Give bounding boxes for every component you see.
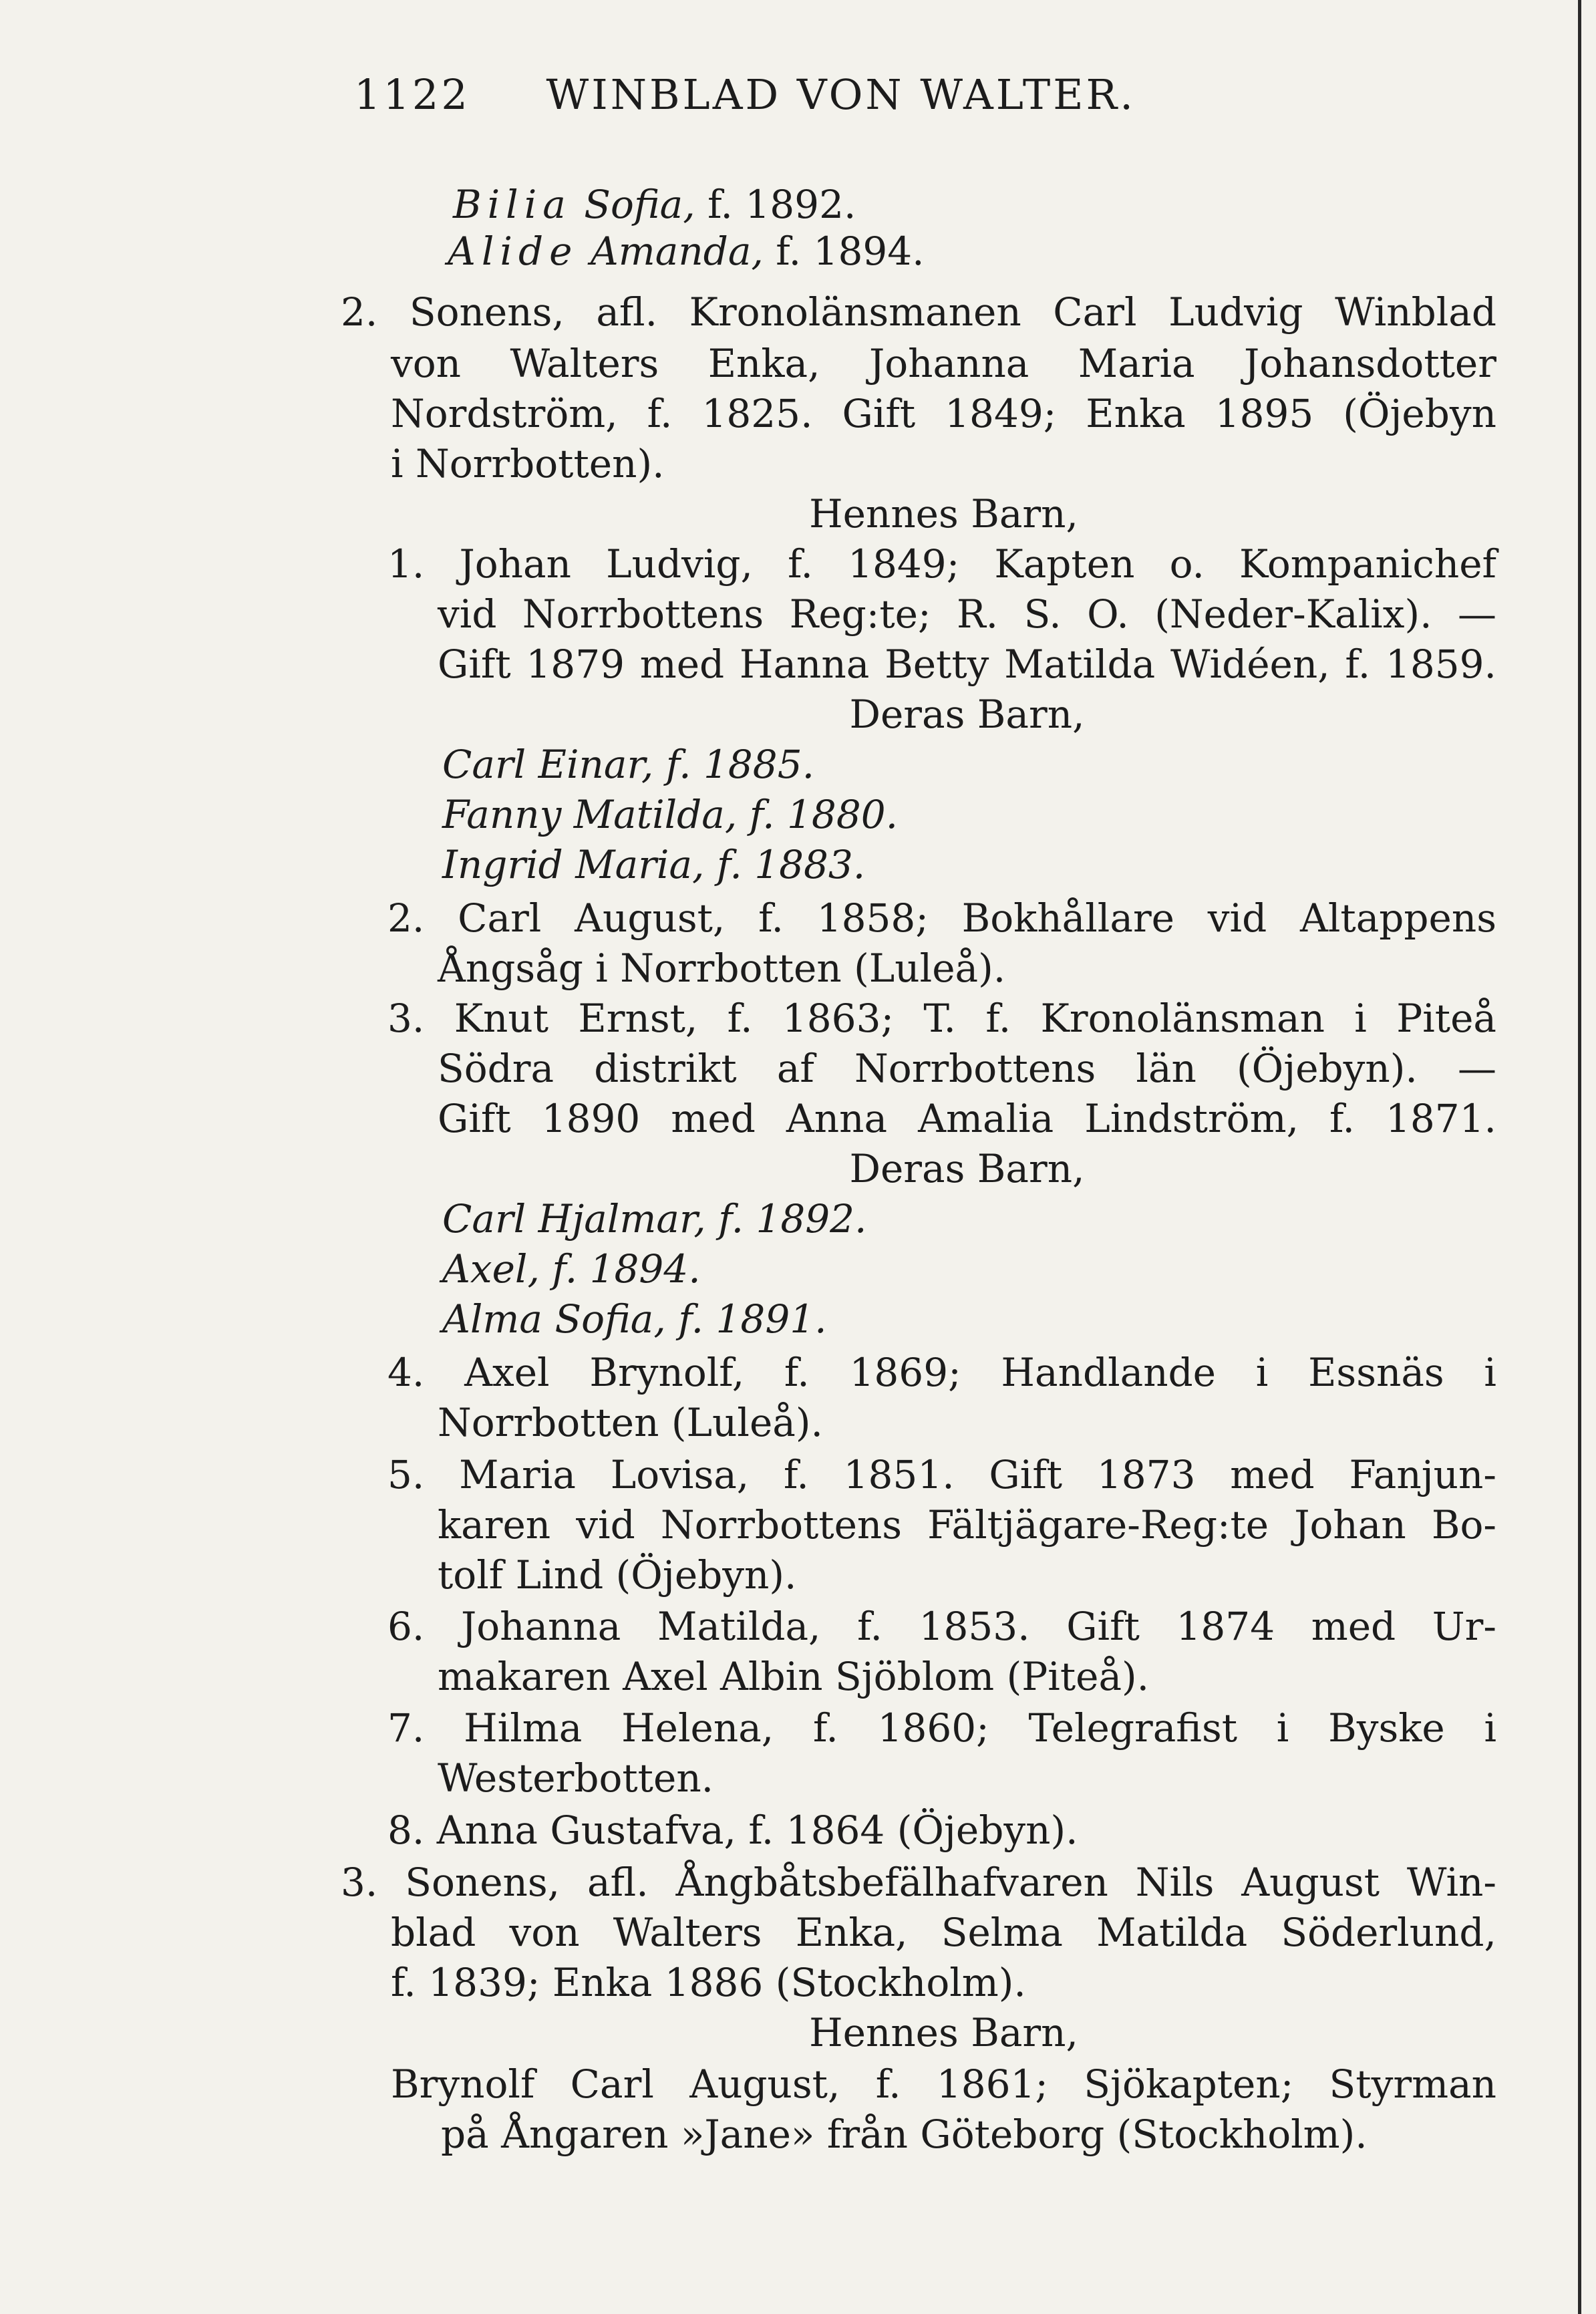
- text-line: Axel, f. 1894.: [442, 1246, 701, 1292]
- text-line: på Ångaren »Jane» från Göteborg (Stockholm).: [441, 2112, 1368, 2157]
- running-title: WINBLAD VON WALTER.: [546, 70, 1136, 119]
- child-name: Alide: [448, 229, 579, 274]
- running-header: [354, 70, 1136, 119]
- text-line: Gift 1879 med Hanna Betty Matilda Widéen, f. 1859.: [438, 641, 1496, 687]
- child-name: Bilia: [453, 182, 572, 227]
- text-line: Gift 1890 med Anna Amalia Lindström, f. 1871.: [438, 1096, 1496, 1141]
- text-line: makaren Axel Albin Sjöblom (Piteå).: [438, 1654, 1150, 1699]
- text-line: 3. Sonens, afl. Ångbåtsbefälhafvaren Nils August Win-: [341, 1860, 1496, 1905]
- text-line: Deras Barn,: [849, 692, 1085, 737]
- text-line: Norrbotten (Luleå).: [438, 1400, 823, 1445]
- text-line: Carl Hjalmar, f. 1892.: [442, 1196, 867, 1242]
- text-line: 4. Axel Brynolf, f. 1869; Handlande i Essnäs i: [387, 1350, 1496, 1395]
- text-line: 2. Sonens, afl. Kronolänsmanen Carl Ludvig Winblad: [341, 289, 1496, 335]
- birth: f. 1892.: [695, 182, 856, 227]
- child-name-2: Amanda,: [590, 229, 764, 274]
- text-line: 8. Anna Gustafva, f. 1864 (Öjebyn).: [387, 1807, 1078, 1853]
- text-line: 2. Carl August, f. 1858; Bokhållare vid Altappens: [387, 895, 1496, 941]
- text-line: karen vid Norrbottens Fältjägare-Reg:te Johan Bo-: [438, 1502, 1496, 1548]
- text-line: vid Norrbottens Reg:te; R. S. O. (Neder-Kalix). —: [438, 591, 1496, 637]
- text-line: 7. Hilma Helena, f. 1860; Telegrafist i Byske i: [387, 1705, 1496, 1751]
- text-line: [448, 229, 925, 274]
- text-line: 3. Knut Ernst, f. 1863; T. f. Kronolänsman i Piteå: [387, 996, 1496, 1041]
- text-line: Westerbotten.: [438, 1755, 714, 1801]
- text-line: [453, 182, 856, 227]
- text-line: Ångsåg i Norrbotten (Luleå).: [438, 946, 1006, 991]
- text-line: Hennes Barn,: [809, 2010, 1078, 2055]
- text-line: Alma Sofia, f. 1891.: [442, 1296, 827, 1342]
- text-line: Deras Barn,: [849, 1146, 1085, 1191]
- text-line: 5. Maria Lovisa, f. 1851. Gift 1873 med Fanjun-: [387, 1452, 1496, 1497]
- text-line: 6. Johanna Matilda, f. 1853. Gift 1874 med Ur-: [387, 1604, 1496, 1649]
- text-line: f. 1839; Enka 1886 (Stockholm).: [391, 1960, 1026, 2005]
- text-line: Nordström, f. 1825. Gift 1849; Enka 1895 (Öjebyn: [391, 391, 1496, 436]
- birth: f. 1894.: [763, 229, 925, 274]
- text-line: i Norrbotten).: [391, 441, 665, 486]
- text-line: Fanny Matilda, f. 1880.: [442, 792, 899, 837]
- text-line: Ingrid Maria, f. 1883.: [442, 842, 866, 887]
- text-line: blad von Walters Enka, Selma Matilda Söderlund,: [391, 1910, 1496, 1955]
- text-line: Brynolf Carl August, f. 1861; Sjökapten; Styrman: [391, 2061, 1496, 2107]
- text-line: Carl Einar, f. 1885.: [442, 742, 815, 787]
- page-edge-rule: [1578, 0, 1581, 2314]
- text-line: von Walters Enka, Johanna Maria Johansdotter: [391, 341, 1496, 386]
- child-name-2: Sofia,: [584, 182, 695, 227]
- page-number: 1122: [354, 70, 470, 119]
- text-line: 1. Johan Ludvig, f. 1849; Kapten o. Kompanichef: [387, 541, 1496, 587]
- text-line: Hennes Barn,: [809, 491, 1078, 537]
- text-line: Södra distrikt af Norrbottens län (Öjebyn). —: [438, 1046, 1496, 1091]
- text-line: tolf Lind (Öjebyn).: [438, 1552, 797, 1598]
